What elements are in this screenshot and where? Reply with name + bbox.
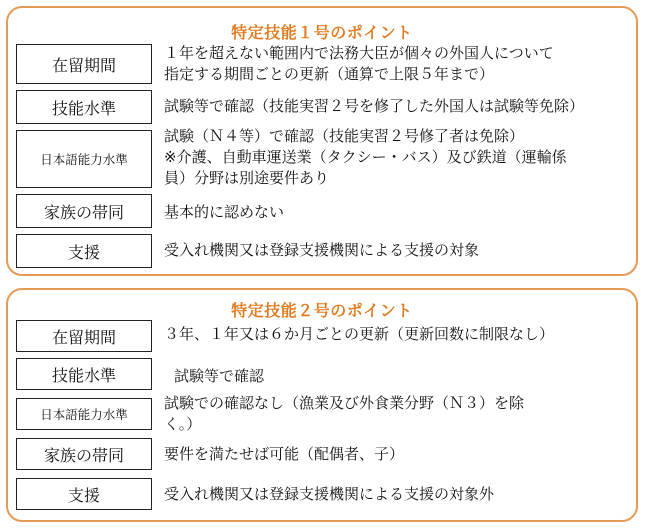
tokutei-ginou-2-panel <box>6 288 638 522</box>
label-residence-period: 在留期間 <box>16 320 152 352</box>
text-residence-period: １年を超えない範囲内で法務大臣が個々の外国人について 指定する期間ごとの更新（通算で上限５年まで） <box>164 44 554 83</box>
label-japanese-level: 日本語能力水準 <box>16 398 152 430</box>
text-family: 基本的に認めない <box>164 203 285 221</box>
label-japanese-level: 日本語能力水準 <box>16 130 152 188</box>
label-support: 支援 <box>16 478 152 510</box>
text-support: 受入れ機関又は登録支援機関による支援の対象外 <box>164 485 495 503</box>
text-skill-level: 試験等で確認 <box>174 367 265 385</box>
panel-title: 特定技能２号のポイント <box>231 301 413 320</box>
label-skill-level: 技能水準 <box>16 90 152 124</box>
label-residence-period: 在留期間 <box>16 44 152 84</box>
text-japanese-level: 試験（Ｎ４等）で確認（技能実習２号修了者は免除） ※介護、自動車運送業（タクシー・バス）及び鉄道（運輸係 員）分野は別途要件あり <box>164 127 567 187</box>
label-family: 家族の帯同 <box>16 194 152 228</box>
label-skill-level: 技能水準 <box>16 358 152 390</box>
text-support: 受入れ機関又は登録支援機関による支援の対象 <box>164 241 480 259</box>
panel-title: 特定技能１号のポイント <box>231 23 413 42</box>
label-support: 支援 <box>16 234 152 268</box>
text-japanese-level: 試験での確認なし（漁業及び外食業分野（Ｎ３）を除 く。） <box>164 394 525 433</box>
text-skill-level: 試験等で確認（技能実習２号を修了した外国人は試験等免除） <box>164 97 585 115</box>
tokutei-ginou-1-panel <box>6 6 638 276</box>
text-family: 要件を満たせば可能（配偶者、子） <box>164 445 405 463</box>
text-residence-period: ３年、１年又は６か月ごとの更新（更新回数に制限なし） <box>164 325 555 343</box>
label-family: 家族の帯同 <box>16 438 152 470</box>
